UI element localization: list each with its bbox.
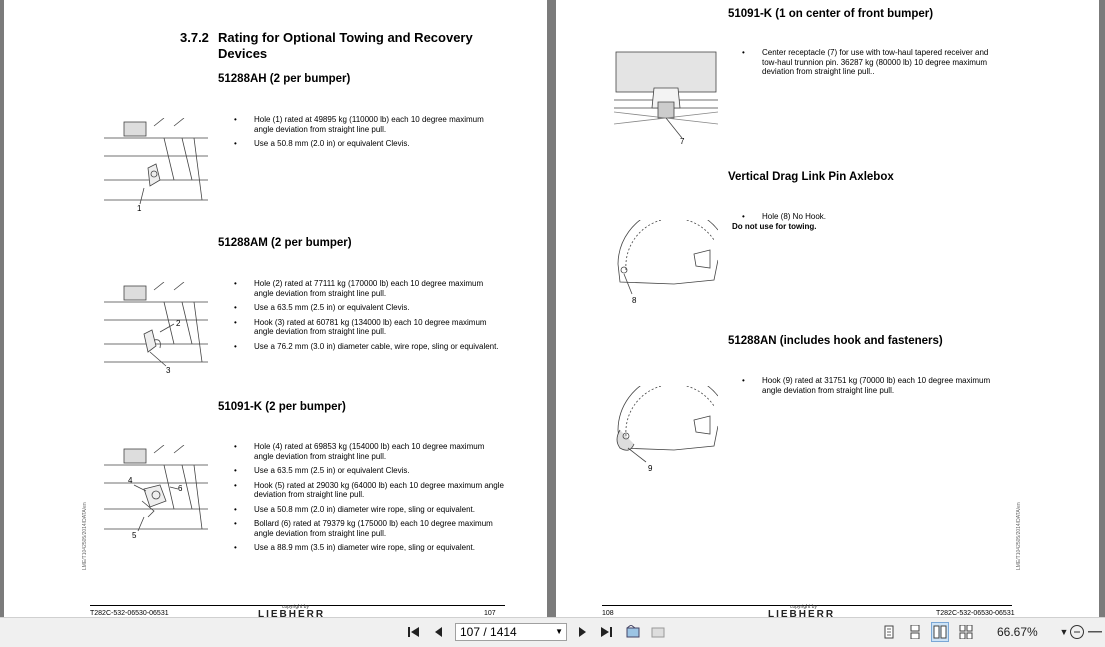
figure-51091k: [104, 445, 208, 541]
callout-7: 7: [680, 137, 685, 146]
bullet: • Hook (3) rated at 60781 kg (134000 lb) each 10 degree maximum angle deviation from straight line pull.: [234, 318, 504, 337]
bullet: • Hole (1) rated at 49895 kg (110000 lb) each 10 degree maximum angle deviation from straight line pull.: [234, 115, 504, 134]
previous-view-icon[interactable]: [624, 622, 642, 642]
figure-51288an: [614, 386, 718, 478]
bullet: • Hole (8) No Hook.: [742, 212, 1004, 222]
bullets-51288am: [234, 279, 504, 356]
bullets-51091k-center: [742, 48, 1004, 82]
callout-9: 9: [648, 464, 653, 473]
bullet: • Center receptacle (7) for use with tow-haul tapered receiver and tow-haul trunnion pin. 36287 kg (80000 lb) 10 degree maximum deviation from straight line pull..: [742, 48, 1004, 77]
bullet: • Use a 76.2 mm (3.0 in) diameter cable, wire rope, sling or equivalent.: [234, 342, 504, 352]
side-margin-text: LME/T1042505/2014/DATA/en: [1016, 502, 1022, 570]
callout-3: 3: [166, 366, 171, 374]
bullet: • Hole (2) rated at 77111 kg (170000 lb) each 10 degree maximum angle deviation from straight line pull.: [234, 279, 504, 298]
first-page-icon[interactable]: [405, 622, 423, 642]
zoom-out-icon[interactable]: [1068, 622, 1086, 642]
bullets-51091k: [234, 442, 504, 558]
navigation-toolbar: [0, 617, 1105, 647]
footer-page-number: 107: [484, 610, 496, 617]
heading-51288ah: 51288AH (2 per bumper): [218, 73, 351, 85]
zoom-menu-icon[interactable]: ▼: [1059, 627, 1069, 637]
callout-5: 5: [132, 531, 137, 540]
bullet: • Hook (5) rated at 29030 kg (64000 lb) each 10 degree maximum angle deviation from straight line pull.: [234, 481, 504, 500]
callout-1: 1: [137, 204, 142, 213]
zoom-slider-icon[interactable]: [1088, 622, 1102, 642]
footer-copyright: copyright by: [282, 604, 309, 610]
bullet: • Use a 63.5 mm (2.5 in) or equivalent Clevis.: [234, 303, 504, 313]
liebherr-logo: LIEBHERR: [768, 609, 836, 617]
chevron-down-icon[interactable]: ▼: [555, 627, 563, 636]
heading-51288am: 51288AM (2 per bumper): [218, 237, 352, 249]
zoom-level[interactable]: 66.67%: [997, 625, 1038, 639]
section-number: 3.7.2: [180, 30, 209, 45]
next-view-icon[interactable]: [649, 622, 667, 642]
facing-icon[interactable]: [931, 622, 949, 642]
figure-center-receptacle: [614, 50, 718, 146]
next-page-icon[interactable]: [573, 622, 591, 642]
bullet: • Hook (9) rated at 31751 kg (70000 lb) each 10 degree maximum angle deviation from straight line pull.: [742, 376, 1004, 395]
footer-doc-number: T282C-532-06530-06531: [936, 610, 1015, 617]
side-margin-text: LME/T1042505/2014/DATA/en: [82, 502, 88, 570]
bullet: • Use a 50.8 mm (2.0 in) or equivalent Clevis.: [234, 139, 504, 149]
bullet: • Use a 50.8 mm (2.0 in) diameter wire rope, sling or equivalent.: [234, 505, 504, 515]
bullet: • Use a 63.5 mm (2.5 in) or equivalent Clevis.: [234, 466, 504, 476]
page-108: [556, 0, 1099, 617]
note-text: Do not use for towing.: [732, 222, 817, 231]
figure-51288am: [104, 282, 208, 374]
bullet: • Use a 88.9 mm (3.5 in) diameter wire rope, sling or equivalent.: [234, 543, 504, 553]
continuous-icon[interactable]: [906, 622, 924, 642]
bullet: • Hole (4) rated at 69853 kg (154000 lb) each 10 degree maximum angle deviation from straight line pull.: [234, 442, 504, 461]
callout-2: 2: [176, 319, 181, 328]
heading-vertical-drag-link: Vertical Drag Link Pin Axlebox: [728, 171, 894, 183]
bullet: • Bollard (6) rated at 79379 kg (175000 lb) each 10 degree maximum angle deviation from straight line pull.: [234, 519, 504, 538]
liebherr-logo: LIEBHERR: [258, 609, 326, 617]
callout-8: 8: [632, 296, 637, 305]
page-107: [4, 0, 547, 617]
heading-51091k: 51091-K (2 per bumper): [218, 401, 346, 413]
do-not-tow-note: [732, 222, 816, 231]
last-page-icon[interactable]: [597, 622, 615, 642]
figure-drag-link-axlebox: [614, 220, 718, 308]
continuous-facing-icon[interactable]: [957, 622, 975, 642]
section-title: Rating for Optional Towing and Recovery Devices: [218, 30, 473, 61]
page-number-value: 107 / 1414: [460, 625, 517, 639]
footer-copyright: copyright by: [790, 604, 817, 610]
page-number-input[interactable]: [455, 623, 567, 641]
bullets-51288an: [742, 376, 1004, 400]
figure-51288ah: [104, 118, 208, 216]
footer-doc-number: T282C-532-06530-06531: [90, 610, 169, 617]
bullets-51288ah: [234, 115, 504, 154]
footer-page-number: 108: [602, 610, 614, 617]
single-page-icon[interactable]: [880, 622, 898, 642]
callout-4: 4: [128, 476, 133, 485]
callout-6: 6: [178, 484, 183, 493]
prev-page-icon[interactable]: [430, 622, 448, 642]
heading-51288an: 51288AN (includes hook and fasteners): [728, 335, 943, 347]
heading-51091k-center: 51091-K (1 on center of front bumper): [728, 8, 934, 20]
